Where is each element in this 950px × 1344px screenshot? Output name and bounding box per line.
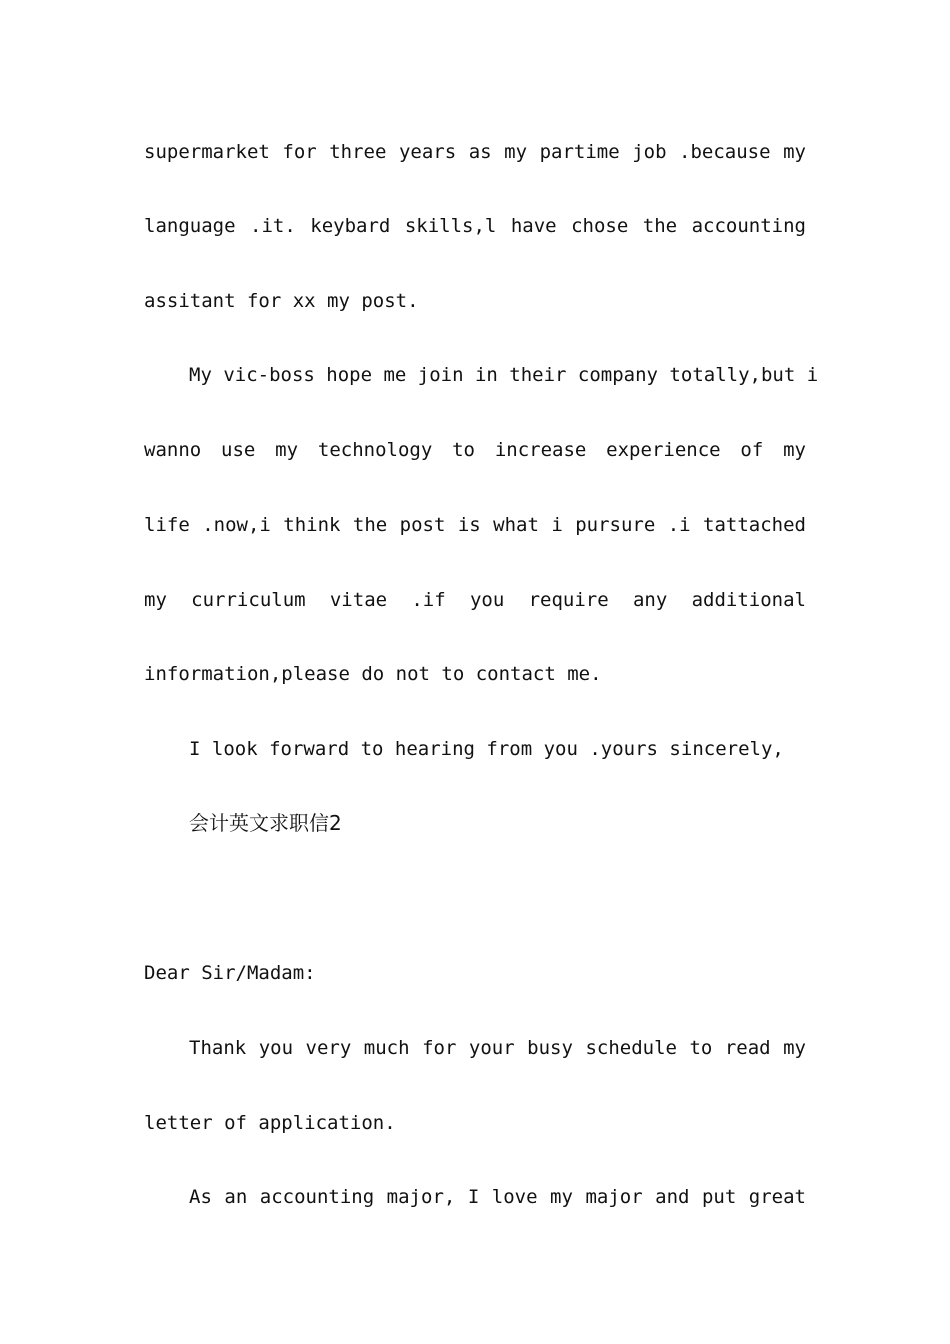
paragraph-line: letter of application. <box>144 1112 396 1134</box>
paragraph-line: supermarket for three years as my partime job .because my <box>144 141 806 163</box>
paragraph-line: life .now,i think the post is what i pursure .i tattached <box>144 514 806 536</box>
paragraph-line: Thank you very much for your busy schedule to read my <box>189 1037 806 1059</box>
paragraph-line: language .it. keybard skills,l have chose the accounting <box>144 215 806 237</box>
paragraph-line: As an accounting major, I love my major and put great <box>189 1186 806 1208</box>
paragraph-line: information,please do not to contact me. <box>144 663 602 685</box>
paragraph-line: wanno use my technology to increase experience of my <box>144 439 806 461</box>
section-heading: 会计英文求职信2 <box>189 811 342 835</box>
closing-line: I look forward to hearing from you .yours sincerely, <box>189 738 784 760</box>
paragraph-line: my curriculum vitae .if you require any additional <box>144 589 806 611</box>
salutation: Dear Sir/Madam: <box>144 962 316 984</box>
paragraph-line: My vic-boss hope me join in their company totally,but i <box>189 364 819 386</box>
paragraph-line: assitant for xx my post. <box>144 290 419 312</box>
